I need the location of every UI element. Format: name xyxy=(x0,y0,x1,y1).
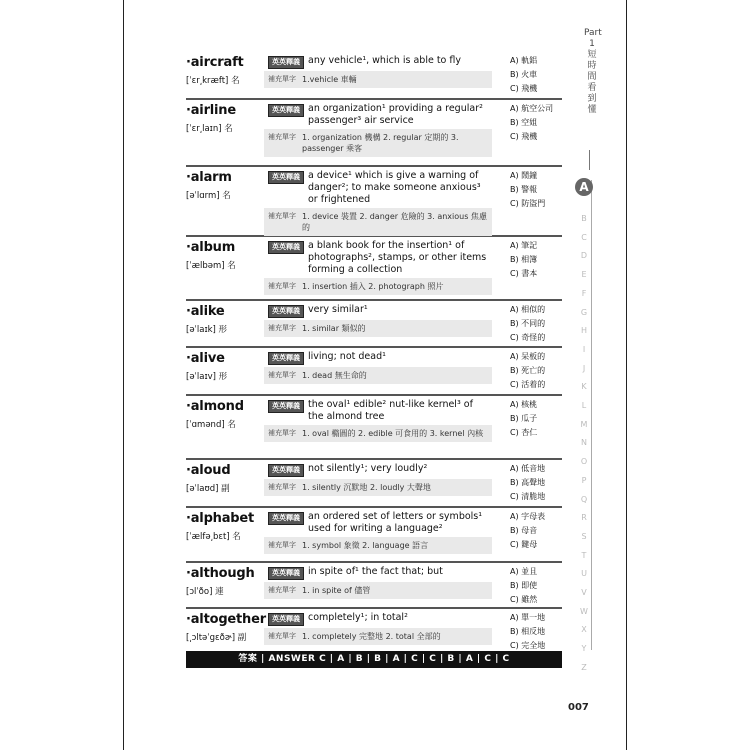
definition-cell xyxy=(264,508,492,554)
supplement-row xyxy=(264,425,492,442)
supplement-tag: 補充單字 xyxy=(268,429,296,437)
definition-cell xyxy=(264,52,492,88)
answer-option: C) 清脆地 xyxy=(510,492,546,501)
answer-option: A) 呆板的 xyxy=(510,352,546,361)
definition-cell xyxy=(264,460,492,496)
part-label: Part 1 xyxy=(584,28,602,49)
definition-cell xyxy=(264,167,492,236)
word: ·altogether xyxy=(186,612,266,627)
letter-index-item: R xyxy=(581,513,587,523)
supplement-tag: 補充單字 xyxy=(268,324,296,332)
answer-option: C) 雖然 xyxy=(510,595,538,604)
letter-index-item: B xyxy=(581,214,587,223)
pronunciation: [ˈɛr͵laɪn] 名 xyxy=(186,124,233,134)
supplement-row xyxy=(264,537,492,554)
answer-options xyxy=(510,350,562,392)
answer-options xyxy=(510,565,562,607)
supplement-tag: 補充單字 xyxy=(268,371,296,379)
supplement-tag: 補充單字 xyxy=(268,483,296,491)
supplement-row xyxy=(264,208,492,236)
answer-option: C) 防盜門 xyxy=(510,199,546,208)
letter-index-item: L xyxy=(581,401,587,411)
letter-index-item: D xyxy=(580,251,588,261)
answer-option: A) 鬧鐘 xyxy=(510,171,538,180)
supplement-text: 1.vehicle 車輛 xyxy=(302,75,357,84)
definition-row xyxy=(264,100,492,129)
word: ·alike xyxy=(186,304,225,319)
definition-text: in spite of¹ the fact that; but xyxy=(308,566,443,577)
vocabulary-table xyxy=(186,52,562,668)
vocab-entry xyxy=(186,100,562,167)
letter-index-item: J xyxy=(582,363,586,373)
definition-text: the oval¹ edible² nut-like kernel³ of the almond tree xyxy=(308,399,473,422)
definition-row xyxy=(264,396,492,425)
definition-cell xyxy=(264,396,492,442)
answer-bar: 答案 | ANSWER C | A | B | B | A | C | C | B | A | C | C xyxy=(186,651,562,668)
answer-options xyxy=(510,54,562,96)
definition-cell xyxy=(264,609,492,645)
letter-index-item: G xyxy=(580,307,588,317)
answer-option: A) 軌鋁 xyxy=(510,56,538,65)
answer-options xyxy=(510,303,562,345)
word-cell xyxy=(186,508,262,561)
section-title: 短時間看到懂 xyxy=(587,50,597,115)
answer-option: A) 航空公司 xyxy=(510,104,554,113)
side-dash xyxy=(589,150,590,170)
vocab-entry xyxy=(186,237,562,301)
definition-row xyxy=(264,52,492,71)
answer-option: B) 母音 xyxy=(510,526,538,535)
word: ·aloud xyxy=(186,463,231,478)
definition-row xyxy=(264,609,492,628)
word: ·although xyxy=(186,566,255,581)
letter-index-item: N xyxy=(581,438,587,448)
page-number: 007 xyxy=(568,702,589,713)
letter-index-item: F xyxy=(581,288,587,298)
word-cell xyxy=(186,52,262,98)
definition-tag: 英英釋義 xyxy=(268,305,304,318)
word-cell xyxy=(186,301,262,346)
definition-cell xyxy=(264,237,492,295)
answer-option: B) 瓜子 xyxy=(510,414,538,423)
supplement-tag: 補充單字 xyxy=(268,586,296,594)
supplement-tag: 補充單字 xyxy=(268,75,296,83)
pronunciation: [͵ɔltəˈgɛðɚ] 副 xyxy=(186,633,247,643)
vocab-entry xyxy=(186,396,562,460)
answer-option: B) 警報 xyxy=(510,185,538,194)
supplement-tag: 補充單字 xyxy=(268,212,296,220)
definition-row xyxy=(264,563,492,582)
definition-text: an ordered set of letters or symbols¹ used for writing a language² xyxy=(308,511,483,534)
answer-option: C) 完全地 xyxy=(510,641,546,650)
supplement-row xyxy=(264,129,492,157)
letter-index-item: M xyxy=(580,419,588,429)
answer-option: A) 核桃 xyxy=(510,400,538,409)
pronunciation: [əˈlaɪv] 形 xyxy=(186,372,228,382)
answer-options xyxy=(510,462,562,504)
current-letter-badge: A xyxy=(575,178,593,196)
definition-tag: 英英釋義 xyxy=(268,464,304,477)
definition-tag: 英英釋義 xyxy=(268,352,304,365)
definition-cell xyxy=(264,100,492,157)
definition-row xyxy=(264,508,492,537)
supplement-row xyxy=(264,71,492,88)
supplement-tag: 補充單字 xyxy=(268,541,296,549)
supplement-text: 1. dead 無生命的 xyxy=(302,371,367,380)
definition-text: a device¹ which is give a warning of danger²; to make someone anxious³ or frightened xyxy=(308,170,481,205)
answer-option: A) 單一地 xyxy=(510,613,546,622)
definition-text: very similar¹ xyxy=(308,304,368,315)
letter-index-item: Q xyxy=(580,494,588,504)
vocab-entry xyxy=(186,52,562,100)
supplement-text: 1. insertion 插入 2. photograph 照片 xyxy=(302,282,444,291)
letter-index-item: Z xyxy=(581,662,587,672)
definition-cell xyxy=(264,348,492,384)
letter-index-item: H xyxy=(580,326,587,336)
letter-index-item: K xyxy=(581,382,587,392)
supplement-text: 1. device 裝置 2. danger 危險的 3. anxious 焦慮的 xyxy=(302,212,487,232)
definition-row xyxy=(264,460,492,479)
letter-index-item: W xyxy=(580,606,588,616)
letter-index-item: E xyxy=(581,270,587,280)
definition-row xyxy=(264,348,492,367)
answer-option: B) 火車 xyxy=(510,70,538,79)
supplement-tag: 補充單字 xyxy=(268,133,296,141)
supplement-tag: 補充單字 xyxy=(268,282,296,290)
answer-options xyxy=(510,102,562,144)
letter-index-item: T xyxy=(581,550,587,560)
supplement-text: 1. silently 沉默地 2. loudly 大聲地 xyxy=(302,483,431,492)
supplement-text: 1. completely 完整地 2. total 全部的 xyxy=(302,632,441,641)
answer-options xyxy=(510,611,562,653)
vocab-entry xyxy=(186,167,562,237)
letter-index-item: P xyxy=(581,475,587,485)
definition-cell xyxy=(264,301,492,337)
supplement-row xyxy=(264,320,492,337)
answer-option: B) 死亡的 xyxy=(510,366,546,375)
supplement-tag: 補充單字 xyxy=(268,632,296,640)
definition-tag: 英英釋義 xyxy=(268,241,304,254)
answer-options xyxy=(510,239,562,281)
answer-option: A) 低音地 xyxy=(510,464,546,473)
word: ·airline xyxy=(186,103,236,118)
vocab-entry xyxy=(186,508,562,563)
word: ·album xyxy=(186,240,236,255)
definition-text: an organization¹ providing a regular² passenger³ air service xyxy=(308,103,483,126)
word: ·aircraft xyxy=(186,55,244,70)
answer-option: C) 活着的 xyxy=(510,380,546,389)
answer-option: B) 相簿 xyxy=(510,255,538,264)
answer-options xyxy=(510,398,562,440)
word-cell xyxy=(186,460,262,506)
answer-option: B) 不同的 xyxy=(510,319,546,328)
answer-option: B) 即使 xyxy=(510,581,538,590)
pronunciation: [əˈlaɪk] 形 xyxy=(186,325,228,335)
definition-tag: 英英釋義 xyxy=(268,567,304,580)
pronunciation: [ˈælfə͵bɛt] 名 xyxy=(186,532,241,542)
letter-index-item: C xyxy=(581,232,587,242)
definition-text: not silently¹; very loudly² xyxy=(308,463,428,474)
definition-row xyxy=(264,167,492,208)
pronunciation: [ɔlˈðo] 連 xyxy=(186,587,224,597)
supplement-row xyxy=(264,479,492,496)
letter-index-item: O xyxy=(580,457,588,467)
letter-index-item: Y xyxy=(581,644,587,654)
word: ·alphabet xyxy=(186,511,255,526)
definition-text: any vehicle¹, which is able to fly xyxy=(308,55,461,66)
definition-tag: 英英釋義 xyxy=(268,171,304,184)
answer-options xyxy=(510,169,562,211)
definition-cell xyxy=(264,563,492,599)
vocab-entry xyxy=(186,460,562,508)
letter-index xyxy=(575,210,593,678)
answer-option: B) 空姐 xyxy=(510,118,538,127)
answer-option: A) 字母表 xyxy=(510,512,546,521)
word-cell xyxy=(186,396,262,458)
answer-option: C) 書本 xyxy=(510,269,538,278)
word-cell xyxy=(186,563,262,607)
word-cell xyxy=(186,100,262,165)
pronunciation: [əˈlaʊd] 副 xyxy=(186,484,230,494)
word-cell xyxy=(186,237,262,299)
word: ·almond xyxy=(186,399,244,414)
letter-index-item: S xyxy=(581,531,587,541)
answer-option: C) 鍵母 xyxy=(510,540,538,549)
letter-index-item: I xyxy=(582,344,586,354)
word: ·alive xyxy=(186,351,225,366)
answer-option: C) 飛機 xyxy=(510,132,538,141)
word-cell xyxy=(186,348,262,394)
letter-index-item: V xyxy=(581,588,587,598)
supplement-row xyxy=(264,582,492,599)
answer-option: A) 並且 xyxy=(510,567,538,576)
pronunciation: [ˈɛr͵kræft] 名 xyxy=(186,76,240,86)
pronunciation: [ˈælbəm] 名 xyxy=(186,261,236,271)
definition-text: completely¹; in total² xyxy=(308,612,408,623)
definition-text: living; not dead¹ xyxy=(308,351,386,362)
definition-text: a blank book for the insertion¹ of photographs², stamps, or other items forming a collection xyxy=(308,240,487,275)
answer-option: B) 高聲地 xyxy=(510,478,546,487)
vocab-entry xyxy=(186,563,562,609)
section-side-title xyxy=(584,28,600,116)
supplement-text: 1. symbol 象徵 2. language 語言 xyxy=(302,541,429,550)
definition-row xyxy=(264,301,492,320)
supplement-text: 1. organization 機構 2. regular 定期的 3. passenger 乘客 xyxy=(302,133,459,153)
answer-option: B) 相反地 xyxy=(510,627,546,636)
vocab-entry xyxy=(186,301,562,348)
definition-tag: 英英釋義 xyxy=(268,56,304,69)
answer-option: A) 相似的 xyxy=(510,305,546,314)
answer-option: C) 杏仁 xyxy=(510,428,538,437)
supplement-text: 1. similar 類似的 xyxy=(302,324,366,333)
letter-index-item: X xyxy=(581,625,587,635)
pronunciation: [ˈɑmənd] 名 xyxy=(186,420,236,430)
answer-option: C) 奇怪的 xyxy=(510,333,546,342)
supplement-row xyxy=(264,628,492,645)
definition-tag: 英英釋義 xyxy=(268,104,304,117)
supplement-row xyxy=(264,367,492,384)
answer-option: C) 飛機 xyxy=(510,84,538,93)
supplement-text: 1. in spite of 儘管 xyxy=(302,586,371,595)
supplement-text: 1. oval 橢圓的 2. edible 可食用的 3. kernel 內核 xyxy=(302,429,484,438)
definition-tag: 英英釋義 xyxy=(268,512,304,525)
vocab-entry xyxy=(186,348,562,396)
letter-index-item: U xyxy=(581,569,587,579)
definition-tag: 英英釋義 xyxy=(268,613,304,626)
word: ·alarm xyxy=(186,170,232,185)
answer-option: A) 筆記 xyxy=(510,241,538,250)
supplement-row xyxy=(264,278,492,295)
definition-tag: 英英釋義 xyxy=(268,400,304,413)
answer-options xyxy=(510,510,562,552)
definition-row xyxy=(264,237,492,278)
pronunciation: [əˈlɑrm] 名 xyxy=(186,191,231,201)
word-cell xyxy=(186,167,262,235)
